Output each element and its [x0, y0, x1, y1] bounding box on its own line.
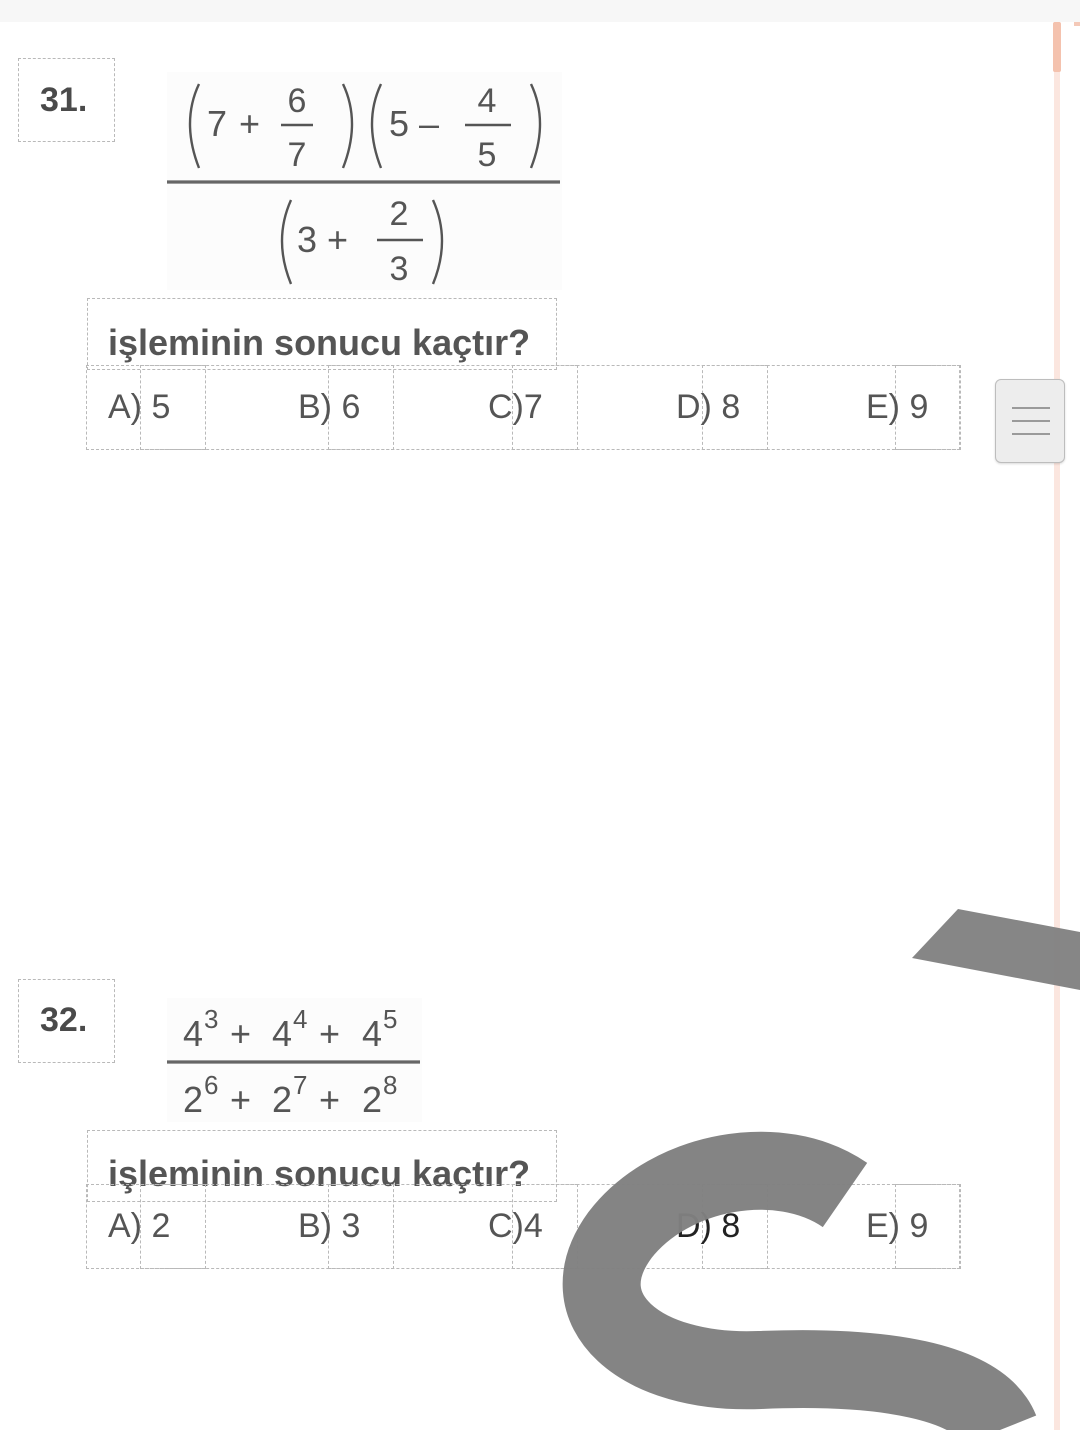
menu-button[interactable] — [995, 379, 1065, 463]
operator: + — [319, 1079, 341, 1120]
choice-letter: B) — [298, 1207, 332, 1245]
fraction-denominator: 7 — [287, 136, 307, 174]
choice-letter: A) — [108, 388, 142, 426]
exponent: 4 — [293, 1004, 308, 1034]
operator: + — [319, 1013, 341, 1054]
right-paren — [343, 84, 352, 168]
right-paren — [433, 200, 442, 284]
fraction-numerator: 6 — [287, 82, 307, 120]
fraction-numerator: 4 — [477, 82, 497, 120]
choice-letter: B) — [298, 388, 332, 426]
choice-letter: C) — [488, 1207, 524, 1245]
term: 7 — [207, 103, 228, 144]
choice-letter: A) — [108, 1207, 142, 1245]
operator: + — [230, 1079, 252, 1120]
choice-a[interactable] — [108, 1207, 170, 1246]
choice-c[interactable] — [488, 388, 543, 427]
choice-value: 4 — [523, 1207, 543, 1245]
question-number: 32. — [40, 1001, 88, 1039]
choice-d[interactable] — [676, 1207, 740, 1246]
denominator — [183, 1070, 397, 1120]
scrollbar-thumb[interactable] — [1053, 22, 1061, 72]
operator: + — [239, 103, 261, 144]
choice-e[interactable] — [866, 388, 928, 427]
operator: – — [419, 103, 440, 144]
top-indicator — [1074, 22, 1080, 26]
choice-letter: E) — [866, 1207, 900, 1245]
choice-d[interactable] — [676, 388, 740, 427]
base: 4 — [362, 1013, 383, 1054]
choice-c[interactable] — [488, 1207, 543, 1246]
left-paren — [190, 84, 199, 168]
question-prompt: işleminin sonucu kaçtır? — [108, 322, 531, 363]
fraction-denominator: 5 — [477, 136, 497, 174]
choice-b[interactable] — [298, 1207, 360, 1246]
exponent: 7 — [293, 1070, 308, 1100]
math-expression — [167, 998, 422, 1122]
base: 2 — [362, 1079, 383, 1120]
base: 2 — [272, 1079, 293, 1120]
term: 3 — [297, 219, 318, 260]
exponent: 6 — [204, 1070, 219, 1100]
scrollbar-track[interactable] — [1054, 22, 1060, 1430]
exponent: 3 — [204, 1004, 219, 1034]
exponent: 8 — [383, 1070, 398, 1100]
math-expression — [167, 72, 562, 290]
numerator — [183, 1004, 397, 1054]
choice-value: 5 — [151, 388, 171, 426]
right-paren — [531, 84, 540, 168]
choice-e[interactable] — [866, 1207, 928, 1246]
top-strip — [0, 0, 1080, 22]
choice-value: 9 — [909, 1207, 929, 1245]
choice-value: 6 — [341, 388, 361, 426]
choice-letter: D) — [676, 1207, 712, 1245]
choice-value: 9 — [909, 388, 929, 426]
choice-value: 7 — [523, 388, 543, 426]
operator: + — [327, 219, 349, 260]
denominator — [282, 195, 442, 288]
fraction-numerator: 2 — [389, 195, 409, 233]
choice-value: 2 — [151, 1207, 171, 1245]
base: 4 — [183, 1013, 204, 1054]
fraction-denominator: 3 — [389, 250, 409, 288]
choice-b[interactable] — [298, 388, 360, 427]
left-paren — [282, 200, 291, 284]
choice-value: 3 — [341, 1207, 361, 1245]
question-number: 31. — [40, 81, 88, 119]
base: 4 — [272, 1013, 293, 1054]
choice-value: 8 — [721, 1207, 741, 1245]
base: 2 — [183, 1079, 204, 1120]
question-prompt: işleminin sonucu kaçtır? — [108, 1153, 531, 1194]
operator: + — [230, 1013, 252, 1054]
exponent: 5 — [383, 1004, 398, 1034]
term: 5 — [389, 103, 410, 144]
choice-letter: E) — [866, 388, 900, 426]
left-paren — [372, 84, 381, 168]
numerator — [190, 82, 540, 174]
choice-letter: D) — [676, 388, 712, 426]
choice-a[interactable] — [108, 388, 170, 427]
choice-value: 8 — [721, 388, 741, 426]
choice-letter: C) — [488, 388, 524, 426]
